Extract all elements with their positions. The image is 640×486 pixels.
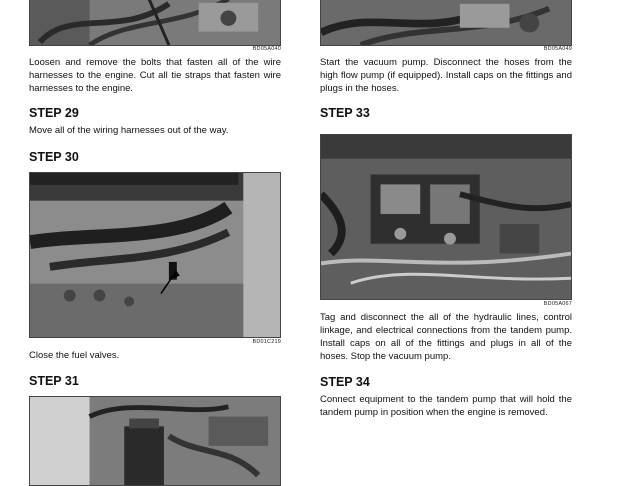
step-33-text: Tag and disconnect the all of the hydraulic lines, control linkage, and electrical connections from the tandem pump. Install caps on all of the fittings and plugs in all of the hoses. Stop the vacuum pump. — [320, 312, 572, 362]
photo-caption: BD01C219 — [252, 339, 281, 345]
vacuum-pump-photo — [320, 0, 572, 46]
step-34-heading: STEP 34 — [320, 375, 370, 389]
step-30-heading: STEP 30 — [29, 150, 79, 164]
photo-caption: BD05A049 — [543, 46, 572, 52]
step-33-heading: STEP 33 — [320, 106, 370, 120]
step-31-heading: STEP 31 — [29, 374, 79, 388]
step-29-heading: STEP 29 — [29, 106, 79, 120]
step-34-text: Connect equipment to the tandem pump that will hold the tandem pump in position when the engine is removed. — [320, 394, 572, 418]
filter-photo — [29, 396, 281, 486]
step-30-text: Close the fuel valves. — [29, 350, 120, 361]
photo-caption: BD05A040 — [252, 46, 281, 52]
step28-instructions: Loosen and remove the bolts that fasten all of the wire harnesses to the engine. Cut all tie straps that fasten wire harnesses to the engine. — [29, 57, 281, 94]
photo-caption: BD05A067 — [543, 301, 572, 307]
step32-instructions: Start the vacuum pump. Disconnect the hoses from the high flow pump (if equipped). Install caps on the fittings and plugs in the hoses. — [320, 57, 572, 94]
step-29-text: Move all of the wiring harnesses out of the way. — [29, 125, 229, 136]
wire-harness-photo — [29, 0, 281, 46]
tandem-pump-photo — [320, 134, 572, 300]
fuel-valve-photo — [29, 172, 281, 338]
